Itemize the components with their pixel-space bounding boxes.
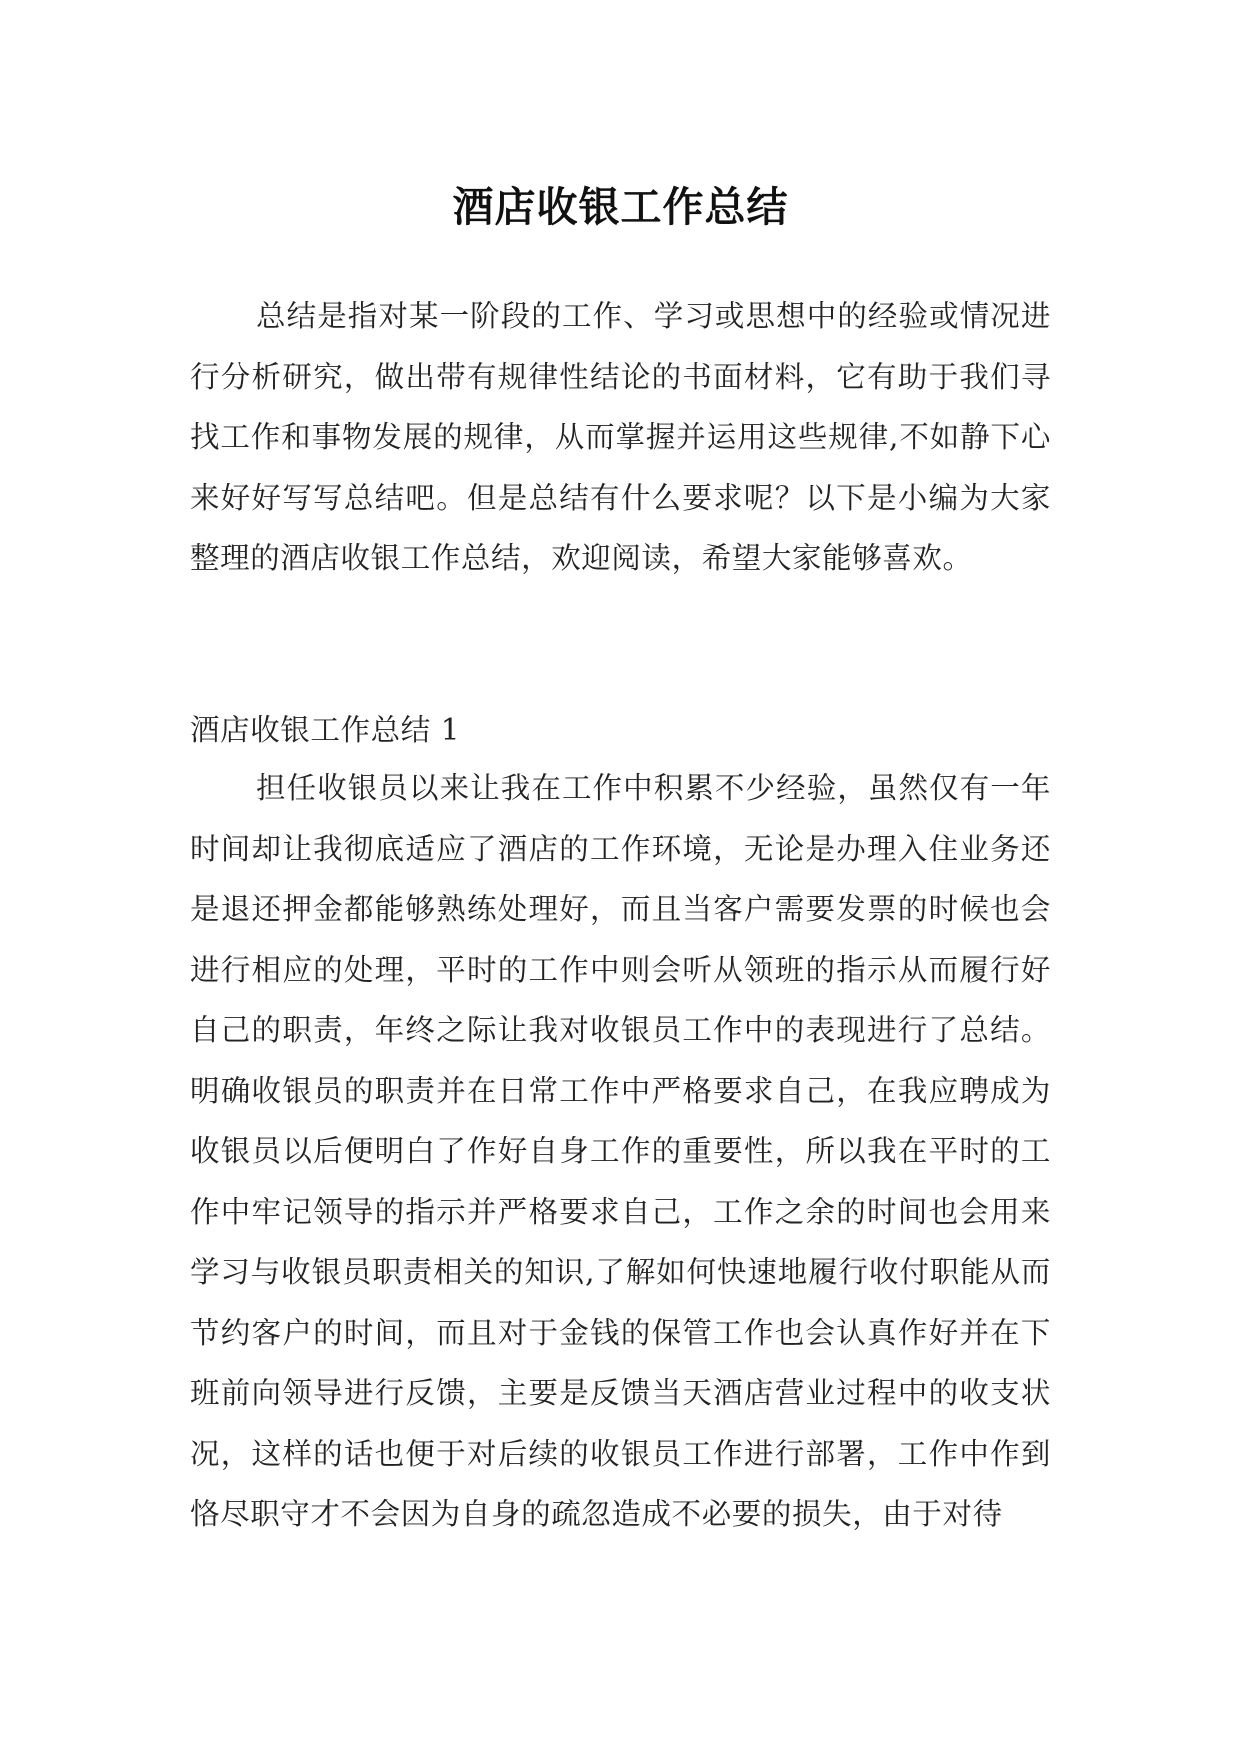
document-title: 酒店收银工作总结 [452,183,789,232]
section-body-paragraph: 担任收银员以来让我在工作中积累不少经验，虽然仅有一年时间却让我彻底适应了酒店的工作环境，无论是办理入住业务还是退还押金都能够熟练处理好，而且当客户需要发票的时候也会进行相应的处理，平时的工作中则会听从领班的指示从而履行好自己的职责，年终之际让我对收银员工作中的表现进行了总结。明确收银员的职责并在日常工作中严格要求自己，在我应聘成为收银员以后便明白了作好自身工作的重要性，所以我在平时的工作中牢记领导的指示并严格要求自己，工作之余的时间也会用来学习与收银员职责相关的知识,了解如何快速地履行收付职能从而节约客户的时间，而且对于金钱的保管工作也会认真作好并在下班前向领导进行反馈，主要是反馈当天酒店营业过程中的收支状况，这样的话也便于对后续的收银员工作进行部署，工作中作到恪尽职守才不会因为自身的疏忽造成不必要的损失，由于对待 [190,771,1051,1531]
section-heading: 酒店收银工作总结 1 [190,713,461,747]
intro-paragraph: 总结是指对某一阶段的工作、学习或思想中的经验或情况进行分析研究，做出带有规律性结论的书面材料，它有助于我们寻找工作和事物发展的规律，从而掌握并运用这些规律,不如静下心来好好写写总结吧。但是总结有什么要求呢？以下是小编为大家整理的酒店收银工作总结，欢迎阅读，希望大家能够喜欢。 [190,299,1051,575]
